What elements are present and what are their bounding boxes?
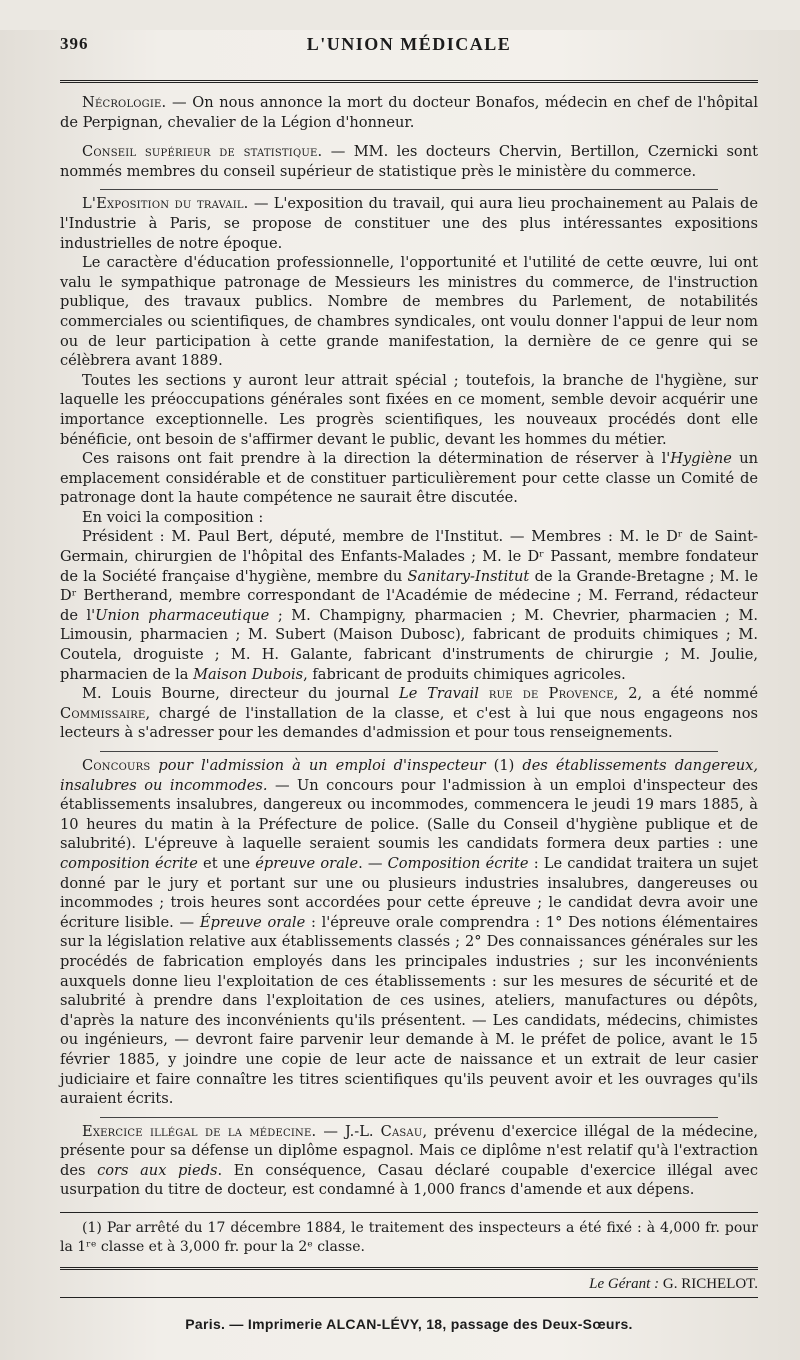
concours-paragraph: [60, 756, 758, 1109]
concours-text-2: et une: [197, 854, 256, 872]
bottom-rule: [60, 1267, 758, 1270]
necrologie-text: — On nous annonce la mort du docteur Bonafos, médecin en chef de l'hôpital de Perpignan, chevalier de la Légion d'honneur.: [60, 94, 758, 131]
exposition-p6-text-c: ; M. Champigny, pharmacien ; M. Chevrier, pharmacien ; M. Limousin, pharmacien ; M. Subert (Maison Dubosc), fabricant de produits chimiques ; M. Coutela, droguiste ; M. H. Galante, fabricant d'instruments de chirurgie ; M. Joulie, pharmacien de la: [60, 606, 759, 683]
exposition-paragraph-2: Le caractère d'éducation professionnelle, l'opportunité et l'utilité de cette œuvre, lui ont valu le sympathique patronage de Messieurs les ministres du commerce, de l'instruction publique, des travaux publics. Nombre de membres du Parlement, de notabilités commerciales ou scientifiques, de chambres syndicales, ont voulu donner l'appui de leur nom ou de leur participation à cette grande manifestation, la dernière de ce genre qui se célèbrera avant 1889.: [60, 254, 758, 370]
concours-text-5: : l'épreuve orale comprendra : 1° Des notions élémentaires sur la législation relative aux établissements classés ; 2° Des connaissances générales sur les procédés de fabrication employés dans les principales industries ; sur les inconvénients auxquels donne lieu l'exploitation de ces établissements : sur les mesures de sécurité et de salubrité à prendre dans l'exploitation de ces usines, ateliers, manufactures ou dépôts, d'après la nature des inconvénients qu'ils présentent. — Les candidats, médecins, chimistes ou ingénieurs, — devront faire parvenir leur demande à M. le préfet de police, avant le 15 février 1885, y joindre une copie de leur acte de naissance et un extrait de leur casier judiciaire et faire connaître les titres scientifiques qu'ils peuvent avoir et les ouvrages qu'ils auraient écrits.: [60, 913, 758, 1108]
journal-title: L'UNION MÉDICALE: [306, 34, 512, 54]
concours-italic-3: Composition écrite: [387, 854, 529, 872]
exposition-p4-italic: Hygiène: [670, 450, 732, 468]
exposition-p6-text-b: de la Grande-Bretagne ; M. le Dʳ Bertherand, membre correspondant de l'Académie de médecine ; M. Ferrand, rédacteur de l': [60, 567, 759, 624]
article-body: [60, 93, 758, 1200]
exposition-text-1: — L'exposition du travail, qui aura lieu prochainement au Palais de l'Industrie à Paris, se propose de constituer une des plus intéressantes expositions industrielles de notre époque.: [60, 195, 758, 252]
exercice-text-1: — J.-L.: [316, 1122, 381, 1140]
necrologie-paragraph: [60, 93, 758, 132]
gerant-line: [60, 1276, 758, 1293]
imprint: Paris. — Imprimerie ALCAN-LÉVY, 18, passage des Deux-Sœurs.: [185, 1316, 633, 1333]
exposition-paragraph-4: [60, 449, 758, 508]
exposition-p7-smallcaps-2: Commissaire: [60, 704, 146, 722]
page-number: 396: [60, 34, 89, 53]
exposition-p7-text-a: M. Louis Bourne, directeur du journal: [82, 685, 400, 703]
concours-heading-italic-2: des établissements dangereux, insalubres ou incommodes.: [60, 757, 758, 794]
exposition-paragraph-7: [60, 684, 758, 743]
exposition-p6-italic-2: Union pharmaceutique: [95, 606, 270, 624]
conseil-heading: Conseil supérieur de statistique.: [82, 143, 323, 161]
concours-italic-2: épreuve orale: [255, 854, 359, 872]
exercice-heading: Exercice illégal de la médecine.: [82, 1122, 317, 1140]
exposition-p6-text-d: , fabricant de produits chimiques agricoles.: [303, 665, 626, 683]
concours-italic-1: composition écrite: [60, 854, 198, 872]
exposition-p6-italic-3: Maison Dubois: [193, 665, 304, 683]
exercice-paragraph: [60, 1122, 758, 1200]
exposition-p6-italic-1: Sanitary-Institut: [407, 567, 530, 585]
footnote-reference: (1): [485, 757, 523, 774]
section-divider: [100, 751, 718, 752]
gerant-label: Le Gérant :: [589, 1276, 660, 1293]
exposition-p7-smallcaps-1: rue de Provence: [478, 685, 614, 703]
section-divider: [100, 189, 718, 190]
concours-text-1: — Un concours pour l'admission à un emploi d'inspecteur des établissements insalubres, dangereux ou incommodes, commencera le jeudi 19 mars 1885, à 10 heures du matin à la Préfecture de police. (Salle du Conseil d'hygiène publique et de salubrité). L'épreuve à laquelle seraient soumis les candidats formera deux parties : une: [60, 776, 758, 853]
exposition-p7-italic: Le Travail: [399, 685, 479, 703]
conseil-text: — MM. les docteurs Chervin, Bertillon, Czernicki sont nommés membres du conseil supérieur de statistique près le ministère du commerce.: [60, 143, 758, 180]
imprint-rule: [60, 1297, 758, 1298]
footnote-rule: [60, 1212, 758, 1213]
header-rule: [60, 80, 758, 83]
concours-italic-4: Épreuve orale: [199, 913, 306, 931]
page-header: [60, 30, 758, 80]
exposition-paragraph-6: [60, 527, 758, 684]
exercice-text-3: . En conséquence, Casau déclaré coupable d'exercice illégal avec usurpation du titre de docteur, est condamné à 1,000 francs d'amende et aux dépens.: [60, 1161, 758, 1199]
concours-heading: Concours: [82, 757, 151, 774]
gerant-name: G. RICHELOT.: [659, 1276, 758, 1293]
concours-text-3: . —: [358, 854, 388, 872]
exposition-paragraph-5: En voici la composition :: [82, 508, 264, 526]
necrologie-heading: Nécrologie.: [82, 94, 167, 111]
exposition-paragraph-1: [60, 194, 758, 253]
exposition-p7-text-b: , 2, a été nommé: [613, 685, 758, 703]
conseil-paragraph: [60, 142, 758, 181]
exercice-name: Casau: [380, 1122, 423, 1140]
exposition-p4-text-a: Ces raisons ont fait prendre à la direction la détermination de réserver à l': [82, 450, 671, 468]
exposition-paragraph-3: Toutes les sections y auront leur attrait spécial ; toutefois, la branche de l'hygiène, sur laquelle les préoccupations générales sont fixées en ce moment, semble devoir acquérir une importance exceptionnelle. Les progrès scientifiques, les nouveaux procédés dont elle bénéficie, ont besoin de s'affirmer devant le public, devant les hommes du métier.: [60, 371, 758, 448]
section-divider: [100, 1117, 718, 1118]
document-page: [0, 30, 800, 1360]
exposition-p6-text-a: Président : M. Paul Bert, député, membre de l'Institut. — Membres : M. le Dʳ de Saint-Germain, chirurgien de l'hôpital des Enfants-Malades ; M. le Dʳ Passant, membre fondateur de la Société française d'hygiène, membre du: [60, 528, 758, 585]
concours-heading-italic: pour l'admission à un emploi d'inspecteur: [150, 757, 486, 774]
exposition-p4-text-b: un emplacement considérable et de constituer particulièrement pour cette classe un Comité de patronage dont la haute compétence ne saurait être discutée.: [60, 450, 758, 507]
exercice-italic: cors aux pieds: [97, 1161, 218, 1179]
footnote: (1) Par arrêté du 17 décembre 1884, le traitement des inspecteurs a été fixé : à 4,000 fr. pour la 1ʳᵉ classe et à 3,000 fr. pour la 2ᵉ classe.: [60, 1220, 758, 1256]
exposition-heading: L'Exposition du travail.: [82, 195, 249, 213]
concours-text-4: : Le candidat traitera un sujet donné par le jury et portant sur une ou plusieurs industries insalubres, dangereuses ou incommodes ; trois heures sont accordées pour cette épreuve ; le candidat devra avoir une écriture lisible. —: [60, 854, 758, 931]
exercice-text-2: , prévenu d'exercice illégal de la médecine, présente pour sa défense un diplôme espagnol. Mais ce diplôme n'est relatif qu'à l'extraction des: [60, 1122, 758, 1179]
exposition-p7-text-c: , chargé de l'installation de la classe, et c'est à lui que nous engageons nos lecteurs à s'adresser pour les demandes d'admission et pour tous renseignements.: [60, 704, 758, 742]
